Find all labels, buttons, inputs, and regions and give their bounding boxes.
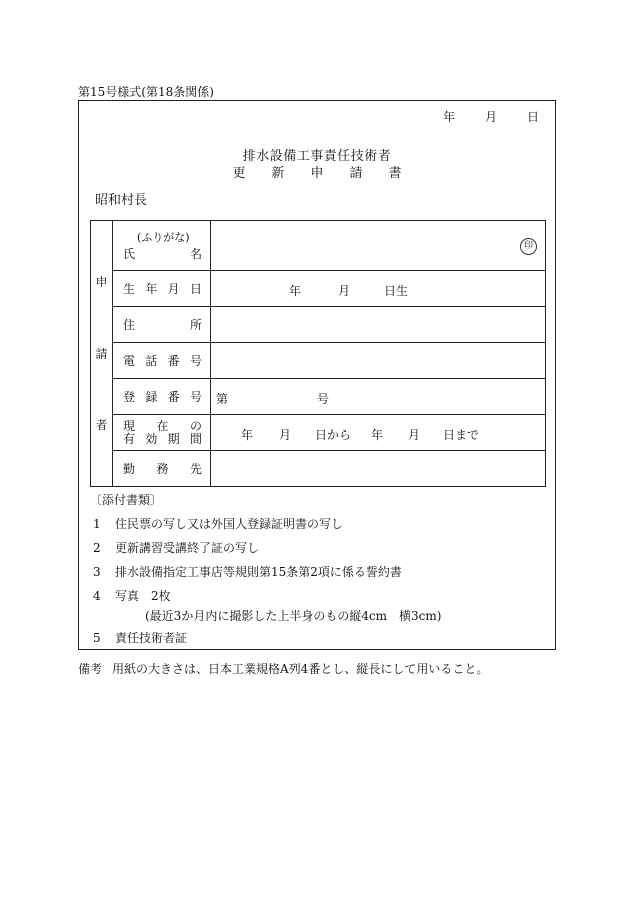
- workplace-field[interactable]: [211, 451, 546, 487]
- birth-field[interactable]: 年 月 日生: [211, 271, 546, 307]
- registration-field[interactable]: 第 号: [211, 379, 546, 415]
- attachment-item: 3 排水設備指定工事店等規則第15条第2項に係る誓約書: [93, 565, 402, 579]
- birth-label: 生 年 月 日: [113, 271, 211, 307]
- form-number: 第15号様式(第18条関係): [78, 85, 214, 99]
- date-day: 日: [526, 110, 539, 124]
- seal-mark: 印: [520, 238, 537, 255]
- remark-text: 用紙の大きさは、日本工業規格A列4番とし、縦長にして用いること。: [112, 662, 489, 676]
- attachment-item: 4 写真 2枚: [93, 589, 171, 603]
- name-field[interactable]: [211, 221, 546, 271]
- remark-head: 備考: [78, 662, 103, 676]
- address-field[interactable]: [211, 307, 546, 343]
- addressee: 昭和村長: [95, 193, 148, 208]
- applicant-table: [90, 220, 546, 487]
- attachments-title: 〔添付書類〕: [90, 493, 163, 507]
- applicant-side-label: 申 請 者: [91, 221, 113, 487]
- application-form-frame: [78, 100, 556, 650]
- form-title-line2: 更 新 申 請 書: [232, 166, 402, 181]
- valid-period-label: 現 在 の 有 効 期 間: [113, 415, 211, 451]
- attachment-item: 2 更新講習受講終了証の写し: [93, 541, 260, 555]
- remark: [78, 660, 488, 677]
- form-title-line1: 排水設備工事責任技術者: [242, 149, 392, 164]
- name-label: (ふりがな) 氏 名: [113, 221, 211, 271]
- registration-label: 登 録 番 号: [113, 379, 211, 415]
- attachment-photo-note: (最近3か月内に撮影した上半身のもの縦4cm 横3cm): [145, 609, 442, 623]
- date-month: 月: [484, 110, 497, 124]
- phone-field[interactable]: [211, 343, 546, 379]
- date-line: [413, 108, 539, 125]
- attachment-item: 1 住民票の写し又は外国人登録証明書の写し: [93, 517, 344, 531]
- workplace-label: 勤 務 先: [113, 451, 211, 487]
- furigana-label: (ふりがな): [137, 231, 190, 244]
- valid-period-field[interactable]: 年 月 日から 年 月 日まで: [211, 415, 546, 451]
- attachment-item: 5 責任技術者証: [93, 631, 188, 645]
- date-year: 年: [442, 110, 455, 124]
- address-label: 住 所: [113, 307, 211, 343]
- phone-label: 電 話 番 号: [113, 343, 211, 379]
